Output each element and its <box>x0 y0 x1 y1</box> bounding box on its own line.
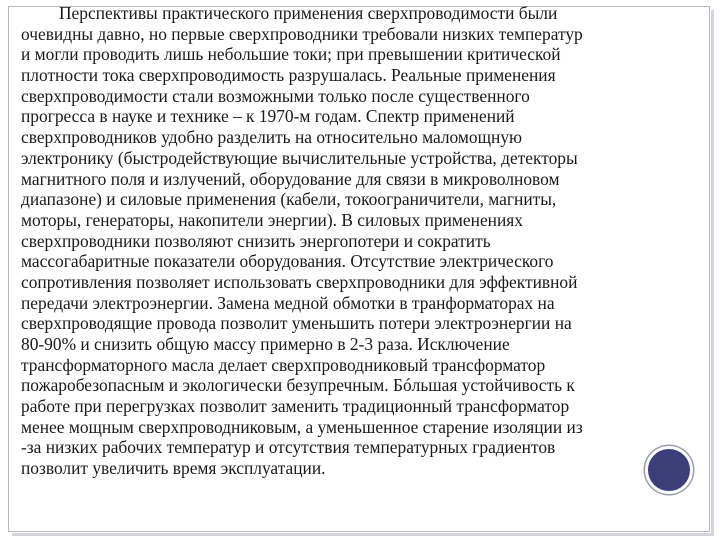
text-line: -за низких рабочих температур и отсутствия температурных градиентов <box>21 437 556 458</box>
text-line: магнитного поля и излучений, оборудование для связи в микроволновом <box>21 168 560 189</box>
text-line: передачи электроэнергии. Замена медной обмотки в транформаторах на <box>21 292 555 313</box>
text-line: позволит увеличить время эксплуатации. <box>21 458 326 479</box>
text-line: Перспективы практического применения сверхпроводимости были <box>59 3 558 23</box>
text-line: менее мощным сверхпроводниковым, а уменьшенное старение изоляции из <box>21 416 583 437</box>
text-line: сверхпроводимости стали возможными только после существенного <box>21 85 530 106</box>
slide-body-text <box>21 3 704 479</box>
text-line: диапазоне) и силовые применения (кабели, токоограничители, магниты, <box>21 189 557 210</box>
text-line: трансформаторного масла делает сверхпроводниковый трансформатор <box>21 354 546 375</box>
text-line: плотности тока сверхпроводимость разрушалась. Реальные применения <box>21 65 556 86</box>
text-line: пожаробезопасным и экологически безупречным. Бóльшая устойчивость к <box>21 375 575 396</box>
text-line: прогресса в науке и технике – к 1970-м годам. Спектр применений <box>21 106 515 127</box>
text-line: сверхпроводников удобно разделить на относительно маломощную <box>21 127 523 148</box>
text-line: массогабаритные показатели оборудования. Отсутствие электрического <box>21 251 554 272</box>
text-line: работе при перегрузках позволит заменить традиционный трансформатор <box>21 396 570 417</box>
decorative-circle <box>645 446 693 494</box>
text-line: и могли проводить лишь небольшие токи; при превышении критической <box>21 44 561 65</box>
text-line: моторы, генераторы, накопители энергии). В силовых применениях <box>21 209 523 230</box>
text-line: электронику (быстродействующие вычислительные устройства, детекторы <box>21 147 578 168</box>
text-line: сверхпроводящие провода позволит уменьшить потери электроэнергии на <box>21 313 572 334</box>
text-line: сверхпроводники позволяют снизить энергопотери и сократить <box>21 230 491 251</box>
text-line: сопротивления позволяет использовать сверхпроводники для эффективной <box>21 271 578 292</box>
text-line: 80-90% и снизить общую массу примерно в 2-3 раза. Исключение <box>21 334 510 354</box>
text-line: очевидны давно, но первые сверхпроводники требовали низких температур <box>21 23 583 44</box>
